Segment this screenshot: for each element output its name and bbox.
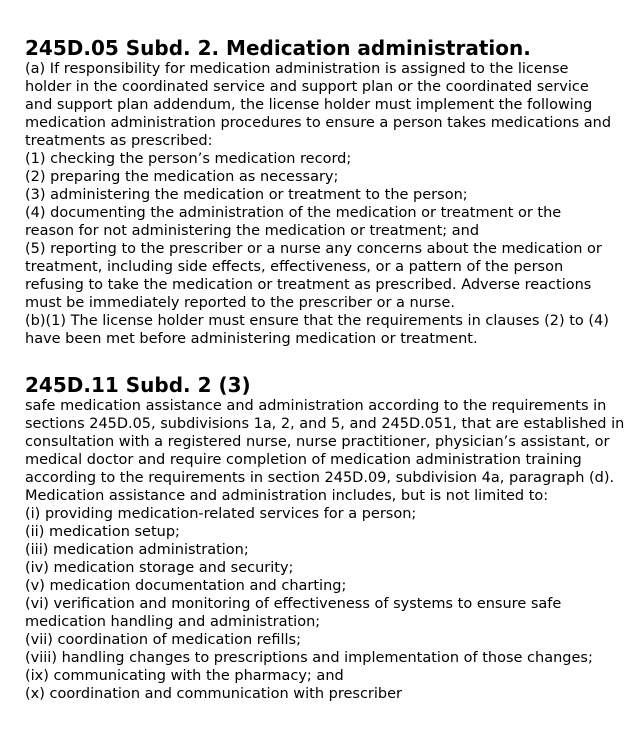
section-245d11 (25, 373, 623, 703)
list-item: (i) providing medication-related services for a person; (25, 506, 417, 522)
text-line: safe medication assistance and administration according to the requirements in (25, 398, 607, 414)
text-line: consultation with a registered nurse, nurse practitioner, physician’s assistant, or (25, 434, 610, 450)
list-item: (ii) medication setup; (25, 524, 180, 540)
list-item: medication handling and administration; (25, 614, 321, 630)
list-item: (viii) handling changes to prescriptions and implementation of those changes; (25, 650, 593, 666)
section-245d05 (25, 36, 623, 348)
text-line: medication administration procedures to ensure a person takes medications and (25, 115, 612, 131)
text-line: according to the requirements in section 245D.09, subdivision 4a, paragraph (d). (25, 470, 615, 486)
list-item: (vi) verification and monitoring of effectiveness of systems to ensure safe (25, 596, 562, 612)
text-line: treatments as prescribed: (25, 133, 213, 149)
text-line: (a) If responsibility for medication administration is assigned to the license (25, 61, 569, 77)
list-item: (x) coordination and communication with prescriber (25, 686, 402, 702)
list-item: (vii) coordination of medication refills; (25, 632, 301, 648)
list-item: (5) reporting to the prescriber or a nurse any concerns about the medication or (25, 241, 602, 257)
list-item: (3) administering the medication or treatment to the person; (25, 187, 468, 203)
list-item: (1) checking the person’s medication record; (25, 151, 352, 167)
list-item: (4) documenting the administration of the medication or treatment or the (25, 205, 562, 221)
list-item: (v) medication documentation and charting; (25, 578, 347, 594)
section-body (25, 397, 623, 703)
text-line: have been met before administering medication or treatment. (25, 331, 478, 347)
list-item: (iii) medication administration; (25, 542, 249, 558)
section-title: 245D.11 Subd. 2 (3) (25, 373, 251, 397)
text-line: medical doctor and require completion of medication administration training (25, 452, 582, 468)
list-item: (iv) medication storage and security; (25, 560, 294, 576)
list-item: (2) preparing the medication as necessary; (25, 169, 339, 185)
list-item: (ix) communicating with the pharmacy; and (25, 668, 344, 684)
text-line: and support plan addendum, the license holder must implement the following (25, 97, 593, 113)
text-line: (b)(1) The license holder must ensure that the requirements in clauses (2) to (4) (25, 313, 609, 329)
list-item: reason for not administering the medication or treatment; and (25, 223, 480, 239)
section-body (25, 60, 623, 348)
text-line: sections 245D.05, subdivisions 1a, 2, and 5, and 245D.051, that are established in (25, 416, 625, 432)
text-line: holder in the coordinated service and support plan or the coordinated service (25, 79, 589, 95)
list-item: treatment, including side effects, effectiveness, or a pattern of the person (25, 259, 564, 275)
list-item: refusing to take the medication or treatment as prescribed. Adverse reactions (25, 277, 592, 293)
text-line: Medication assistance and administration includes, but is not limited to: (25, 488, 549, 504)
section-title: 245D.05 Subd. 2. Medication administration. (25, 36, 531, 60)
list-item: must be immediately reported to the prescriber or a nurse. (25, 295, 455, 311)
